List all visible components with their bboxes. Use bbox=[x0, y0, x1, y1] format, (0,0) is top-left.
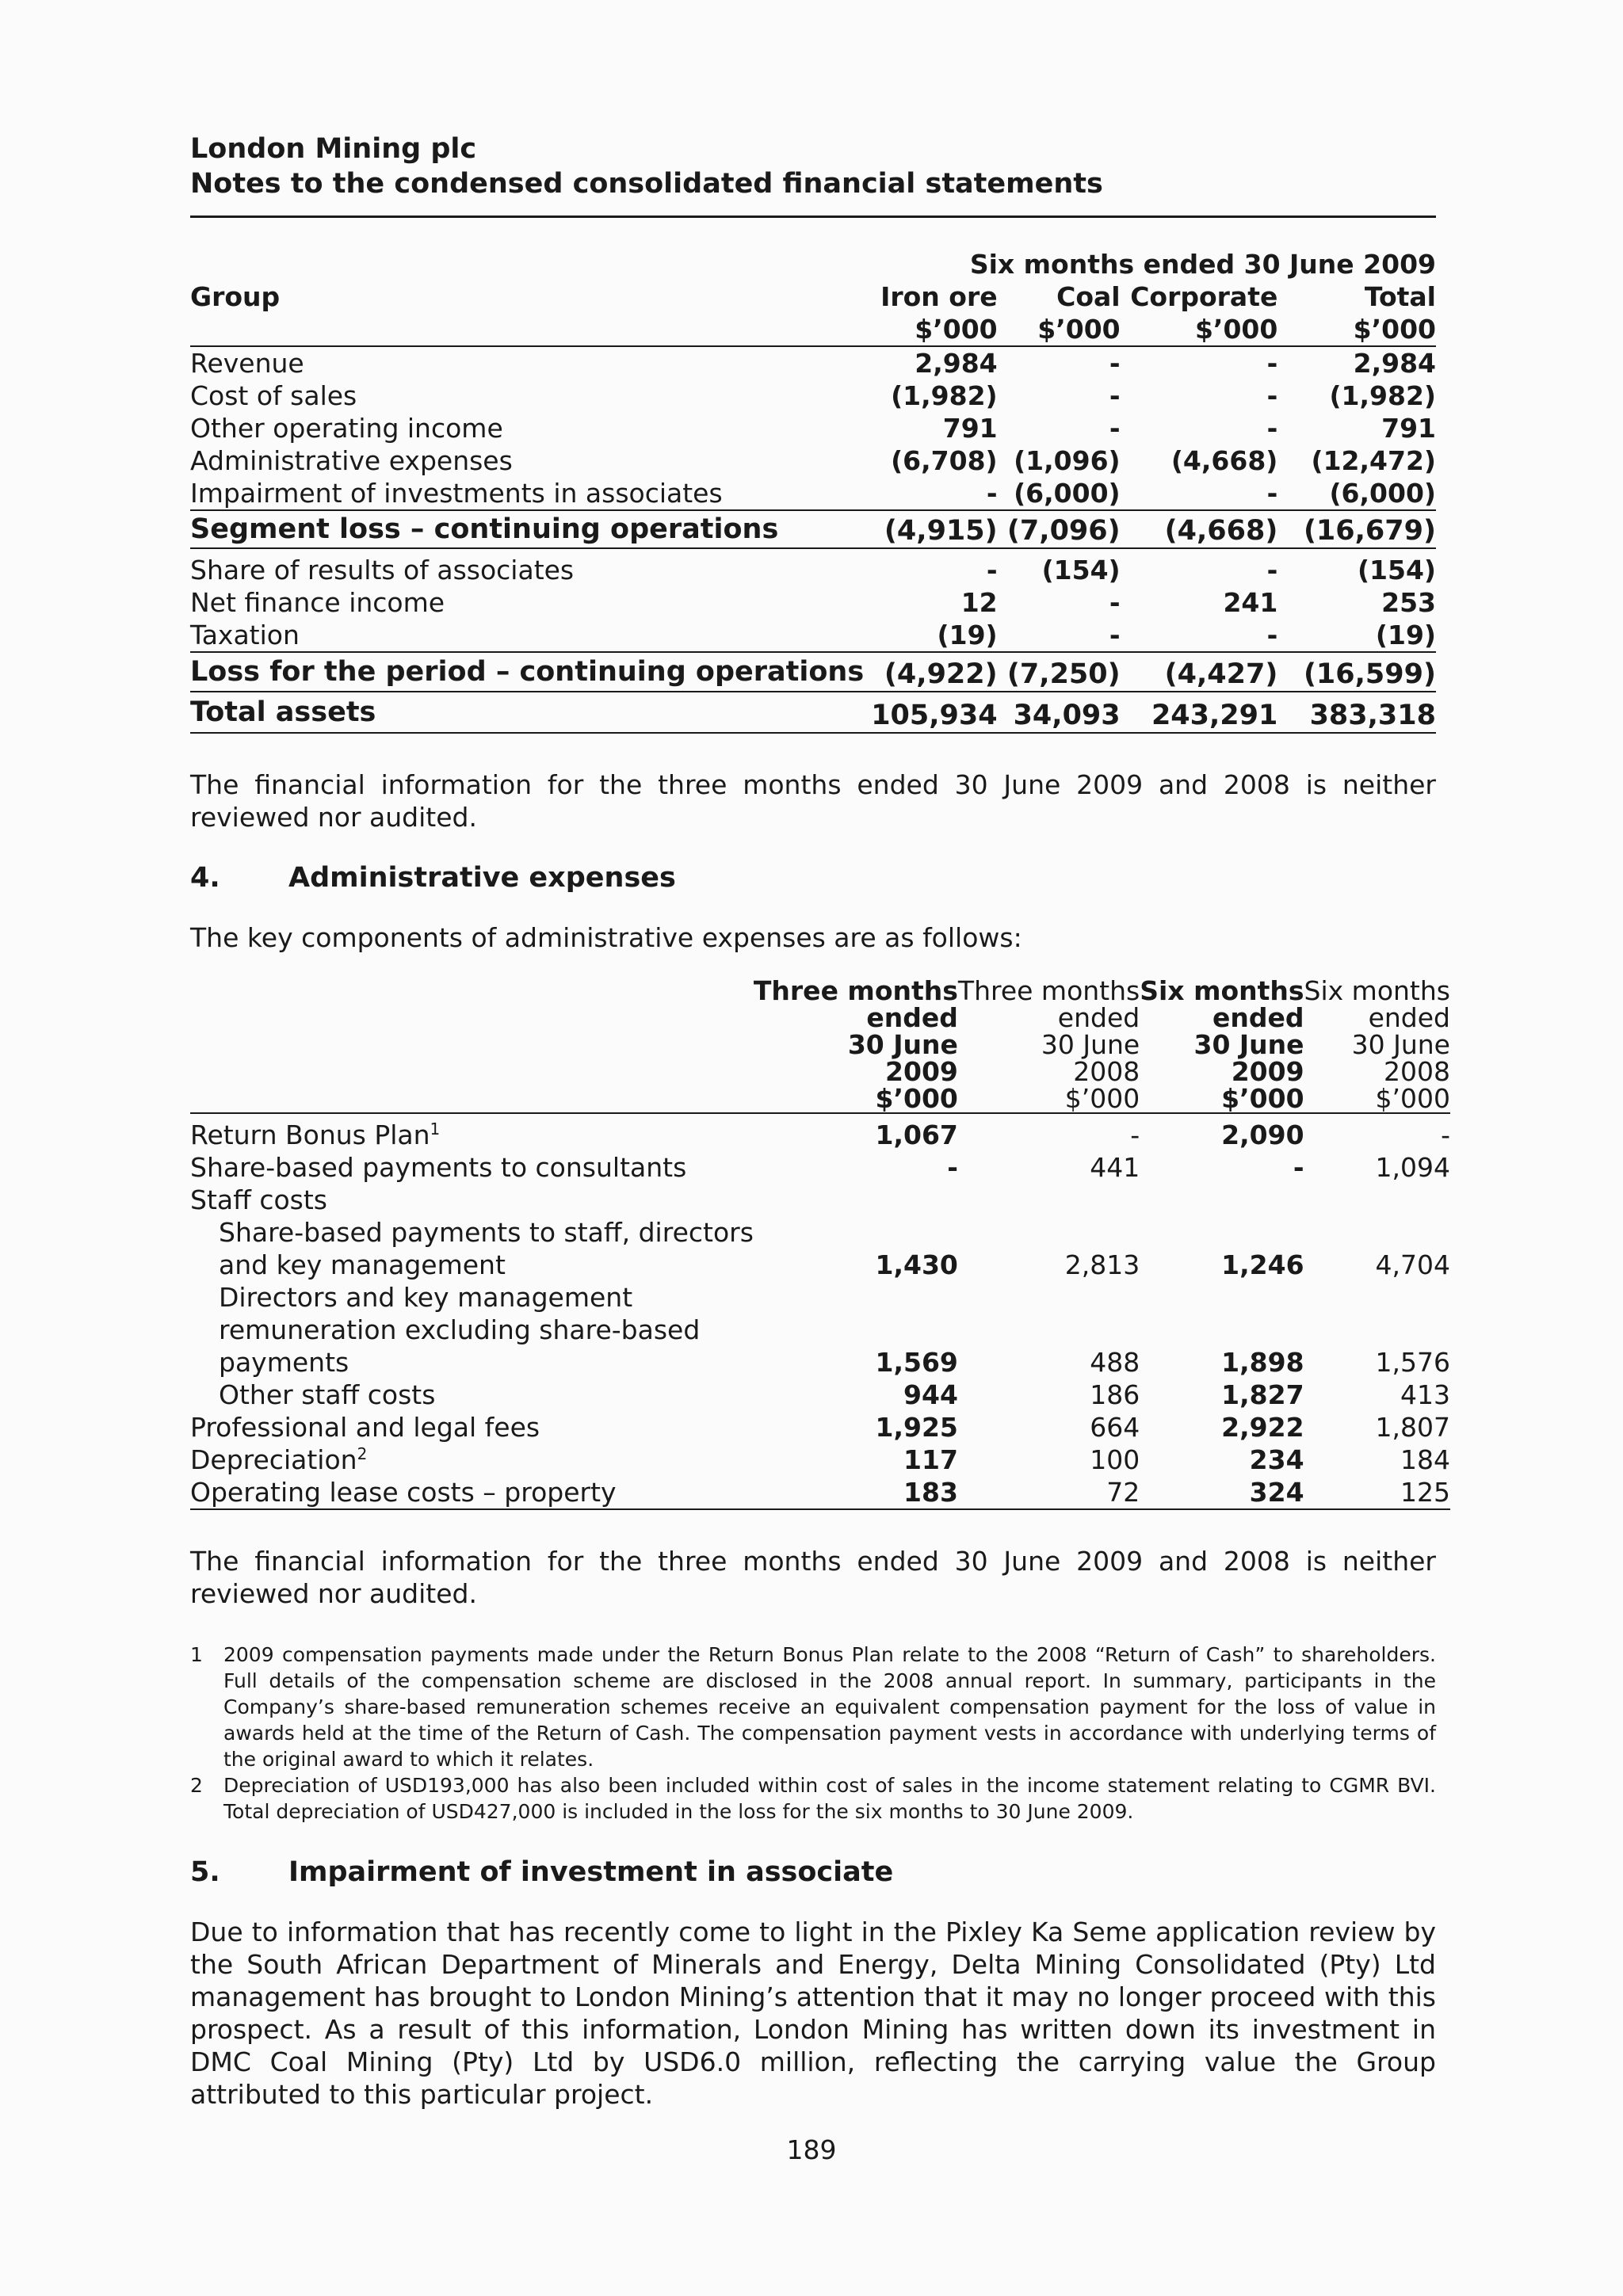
cell: (4,668) bbox=[1121, 510, 1278, 548]
row-label: Share of results of associates bbox=[190, 555, 575, 585]
cell: - bbox=[1266, 380, 1278, 411]
table-row bbox=[190, 1281, 1450, 1314]
cell: - bbox=[1293, 1152, 1304, 1183]
segment-period-row bbox=[190, 248, 1436, 280]
table-row bbox=[190, 548, 1436, 586]
table-row bbox=[190, 1184, 1450, 1216]
table-row bbox=[190, 444, 1436, 477]
cell: - bbox=[1266, 348, 1278, 379]
col-name: Iron ore bbox=[880, 281, 998, 312]
row-label: Segment loss – continuing operations bbox=[190, 510, 864, 548]
row-label: Total assets bbox=[190, 692, 864, 733]
footnote-text: Depreciation of USD193,000 has also been included within cost of sales in the income statement relating to CGMR BVI. Total depreciation of USD427,000 is included in the loss for the six months to 30 June 2009. bbox=[223, 1774, 1436, 1823]
unaudited-note-2: The financial information for the three months ended 30 June 2009 and 2008 is neither reviewed nor audited. bbox=[190, 1546, 1436, 1609]
cell: (4,427) bbox=[1121, 652, 1278, 692]
row-label: Cost of sales bbox=[190, 380, 357, 411]
table-row bbox=[190, 412, 1436, 444]
cell: 1,430 bbox=[875, 1249, 958, 1280]
table-row bbox=[190, 1476, 1450, 1509]
table-row bbox=[190, 619, 1436, 652]
cell: 105,934 bbox=[864, 692, 997, 733]
header-rule bbox=[190, 215, 1436, 218]
section-title: Impairment of investment in associate bbox=[288, 1856, 894, 1888]
row-label: Revenue bbox=[190, 348, 304, 379]
cell: - bbox=[1266, 413, 1278, 444]
footnote bbox=[190, 1642, 1436, 1772]
segment-colname-row bbox=[190, 280, 1436, 313]
row-label: Operating lease costs – property bbox=[190, 1476, 754, 1509]
row-label: Staff costs bbox=[190, 1184, 327, 1215]
cell: 324 bbox=[1140, 1476, 1304, 1509]
cell: 1,827 bbox=[1221, 1379, 1304, 1410]
col-name: Coal bbox=[1056, 281, 1121, 312]
cell: 1,898 bbox=[1221, 1347, 1304, 1378]
cell: 100 bbox=[1090, 1444, 1140, 1475]
cell: 234 bbox=[1249, 1444, 1304, 1475]
table-row bbox=[190, 1444, 1450, 1476]
cell: - bbox=[947, 1152, 958, 1183]
col-unit: $’000 bbox=[998, 313, 1121, 346]
cell: 2,984 bbox=[1353, 348, 1436, 379]
cell: 4,704 bbox=[1375, 1249, 1450, 1280]
cell: (6,708) bbox=[891, 445, 998, 476]
cell: 664 bbox=[1090, 1412, 1140, 1443]
row-label: Impairment of investments in associates bbox=[190, 477, 864, 510]
col-unit: $’000 bbox=[1121, 313, 1278, 346]
cell: (154) bbox=[1357, 555, 1436, 585]
document-subtitle: Notes to the condensed consolidated financial statements bbox=[190, 168, 1103, 200]
cell: - bbox=[1109, 380, 1121, 411]
cell: - bbox=[1109, 413, 1121, 444]
col-name: Corporate bbox=[1130, 281, 1278, 312]
cell: 791 bbox=[1381, 413, 1436, 444]
cell: (16,679) bbox=[1277, 510, 1436, 548]
row-label: and key management bbox=[219, 1249, 506, 1280]
cell: 2,922 bbox=[1221, 1412, 1304, 1443]
cell: 441 bbox=[1090, 1152, 1140, 1183]
footnotes bbox=[190, 1642, 1436, 1825]
table-row bbox=[190, 1411, 1450, 1444]
cell: (16,599) bbox=[1277, 652, 1436, 692]
cell: 186 bbox=[1090, 1379, 1140, 1410]
cell: 1,925 bbox=[875, 1412, 958, 1443]
row-label: Other operating income bbox=[190, 413, 503, 444]
cell: (4,922) bbox=[864, 652, 997, 692]
segment-table bbox=[190, 248, 1436, 734]
cell: 243,291 bbox=[1121, 692, 1278, 733]
cell: (6,000) bbox=[998, 477, 1121, 510]
table-row bbox=[190, 1249, 1450, 1281]
section-4-lead: The key components of administrative expenses are as follows: bbox=[190, 922, 1022, 953]
cell: 12 bbox=[960, 587, 998, 618]
col-header: Six months ended 30 June 2008 $’000 bbox=[1304, 975, 1450, 1114]
table-row bbox=[190, 346, 1436, 379]
cell: - bbox=[986, 555, 998, 585]
cell: 944 bbox=[903, 1379, 958, 1410]
row-label: Depreciation$^2$ bbox=[190, 1444, 368, 1475]
table-row bbox=[190, 1346, 1450, 1379]
row-label: Administrative expenses bbox=[190, 445, 513, 476]
cell: (4,915) bbox=[864, 510, 997, 548]
cell: 1,807 bbox=[1375, 1412, 1450, 1443]
total-row bbox=[190, 652, 1436, 692]
row-label: Share-based payments to staff, directors bbox=[219, 1217, 754, 1248]
group-label: Group bbox=[190, 281, 281, 312]
row-label: Taxation bbox=[190, 619, 864, 652]
period-heading: Six months ended 30 June 2009 bbox=[969, 249, 1436, 280]
row-label: Net finance income bbox=[190, 587, 445, 618]
cell: 791 bbox=[942, 413, 998, 444]
cell: (12,472) bbox=[1311, 445, 1436, 476]
table-row bbox=[190, 1379, 1450, 1411]
row-label: remuneration excluding share-based bbox=[219, 1314, 701, 1345]
cell: 1,569 bbox=[875, 1347, 958, 1378]
cell: (7,250) bbox=[998, 652, 1121, 692]
row-label: Directors and key management bbox=[219, 1282, 633, 1313]
row-label: Professional and legal fees bbox=[190, 1412, 540, 1443]
cell: 2,984 bbox=[915, 348, 998, 379]
cell: 413 bbox=[1400, 1379, 1450, 1410]
footnote-text: 2009 compensation payments made under the Return Bonus Plan relate to the 2008 “Return of Cash” to shareholders. Full details of the compensation scheme are disclosed in the 2008 annual report. In summary, participants in the Company’s share-based remuneration schemes receive an equivalent compensation payment for the loss of value in awards held at the time of the Return of Cash. The compensation payment vests in accordance with underlying terms of the original award to which it relates. bbox=[223, 1643, 1436, 1771]
col-name: Total bbox=[1364, 281, 1436, 312]
cell: - bbox=[1441, 1119, 1450, 1150]
subtotal-row bbox=[190, 510, 1436, 548]
cell: (1,982) bbox=[1329, 380, 1436, 411]
table-row bbox=[190, 586, 1436, 619]
cell: - bbox=[998, 619, 1121, 652]
section-number: 4. bbox=[190, 862, 220, 894]
cell: 383,318 bbox=[1277, 692, 1436, 733]
cell: 1,094 bbox=[1375, 1152, 1450, 1183]
row-label: payments bbox=[219, 1347, 349, 1378]
col-header: Six months ended 30 June 2009 $’000 bbox=[1140, 975, 1304, 1114]
cell: 2,090 bbox=[1221, 1119, 1304, 1150]
cell: 253 bbox=[1381, 587, 1436, 618]
cell: (1,096) bbox=[1014, 445, 1121, 476]
cell: 72 bbox=[958, 1476, 1140, 1509]
footnote bbox=[190, 1772, 1436, 1825]
cell: (19) bbox=[1277, 619, 1436, 652]
admin-expenses-table bbox=[190, 975, 1450, 1510]
table-row bbox=[190, 1113, 1450, 1151]
section-5-body: Due to information that has recently come to light in the Pixley Ka Seme application review by the South African Department of Minerals and Energy, Delta Mining Consolidated (Pty) Ltd management has brought to London Mining’s attention that it may no longer proceed with this prospect. As a result of this information, London Mining has written down its investment in DMC Coal Mining (Pty) Ltd by USD6.0 million, reflecting the carrying value the Group attributed to this particular project. bbox=[190, 1917, 1436, 2110]
footnote-mark: 1 bbox=[190, 1643, 203, 1666]
cell: 1,576 bbox=[1375, 1347, 1450, 1378]
cell: 241 bbox=[1223, 587, 1278, 618]
cell: (19) bbox=[864, 619, 997, 652]
cell: (154) bbox=[1041, 555, 1121, 585]
cell: - bbox=[1266, 555, 1278, 585]
row-label: Loss for the period – continuing operations bbox=[190, 652, 864, 692]
cell: - bbox=[1109, 587, 1121, 618]
row-label: Return Bonus Plan$^1$ bbox=[190, 1119, 441, 1150]
cell: - bbox=[1121, 619, 1278, 652]
section-title: Administrative expenses bbox=[288, 862, 676, 894]
col-header: Three months ended 30 June 2008 $’000 bbox=[957, 975, 1140, 1114]
row-label: Other staff costs bbox=[219, 1379, 436, 1410]
cell: - bbox=[1121, 477, 1278, 510]
col-unit: $’000 bbox=[1277, 313, 1436, 346]
table-row bbox=[190, 477, 1436, 510]
company-name: London Mining plc bbox=[190, 133, 477, 165]
row-label: Share-based payments to consultants bbox=[190, 1152, 687, 1183]
table-row bbox=[190, 379, 1436, 412]
unaudited-note-1: The financial information for the three months ended 30 June 2009 and 2008 is neither reviewed nor audited. bbox=[190, 769, 1436, 833]
total-assets-row bbox=[190, 692, 1436, 733]
cell: - bbox=[864, 477, 997, 510]
cell: 125 bbox=[1304, 1476, 1450, 1509]
cell: 34,093 bbox=[998, 692, 1121, 733]
admin-header-row bbox=[190, 978, 1450, 1113]
cell: 488 bbox=[1090, 1347, 1140, 1378]
cell: (4,668) bbox=[1170, 445, 1278, 476]
col-header: Three months ended 30 June 2009 $’000 bbox=[753, 975, 958, 1114]
table-row bbox=[190, 1314, 1450, 1346]
cell: 184 bbox=[1400, 1444, 1450, 1475]
cell: - bbox=[1130, 1119, 1140, 1150]
cell: 1,246 bbox=[1221, 1249, 1304, 1280]
cell: - bbox=[1109, 348, 1121, 379]
section-number: 5. bbox=[190, 1856, 220, 1888]
page bbox=[190, 132, 1450, 2111]
segment-unit-row bbox=[190, 313, 1436, 346]
footnote-mark: 2 bbox=[190, 1774, 203, 1797]
col-unit: $’000 bbox=[864, 313, 997, 346]
cell: 117 bbox=[903, 1444, 958, 1475]
cell: 1,067 bbox=[875, 1119, 958, 1150]
cell: (1,982) bbox=[891, 380, 998, 411]
section-heading-4 bbox=[190, 862, 1436, 894]
page-number: 189 bbox=[786, 2134, 837, 2165]
section-heading-5 bbox=[190, 1856, 1436, 1889]
cell: (6,000) bbox=[1277, 477, 1436, 510]
cell: (7,096) bbox=[998, 510, 1121, 548]
cell: 183 bbox=[754, 1476, 958, 1509]
table-row bbox=[190, 1151, 1450, 1184]
table-row bbox=[190, 1216, 1450, 1249]
cell: 2,813 bbox=[1064, 1249, 1140, 1280]
